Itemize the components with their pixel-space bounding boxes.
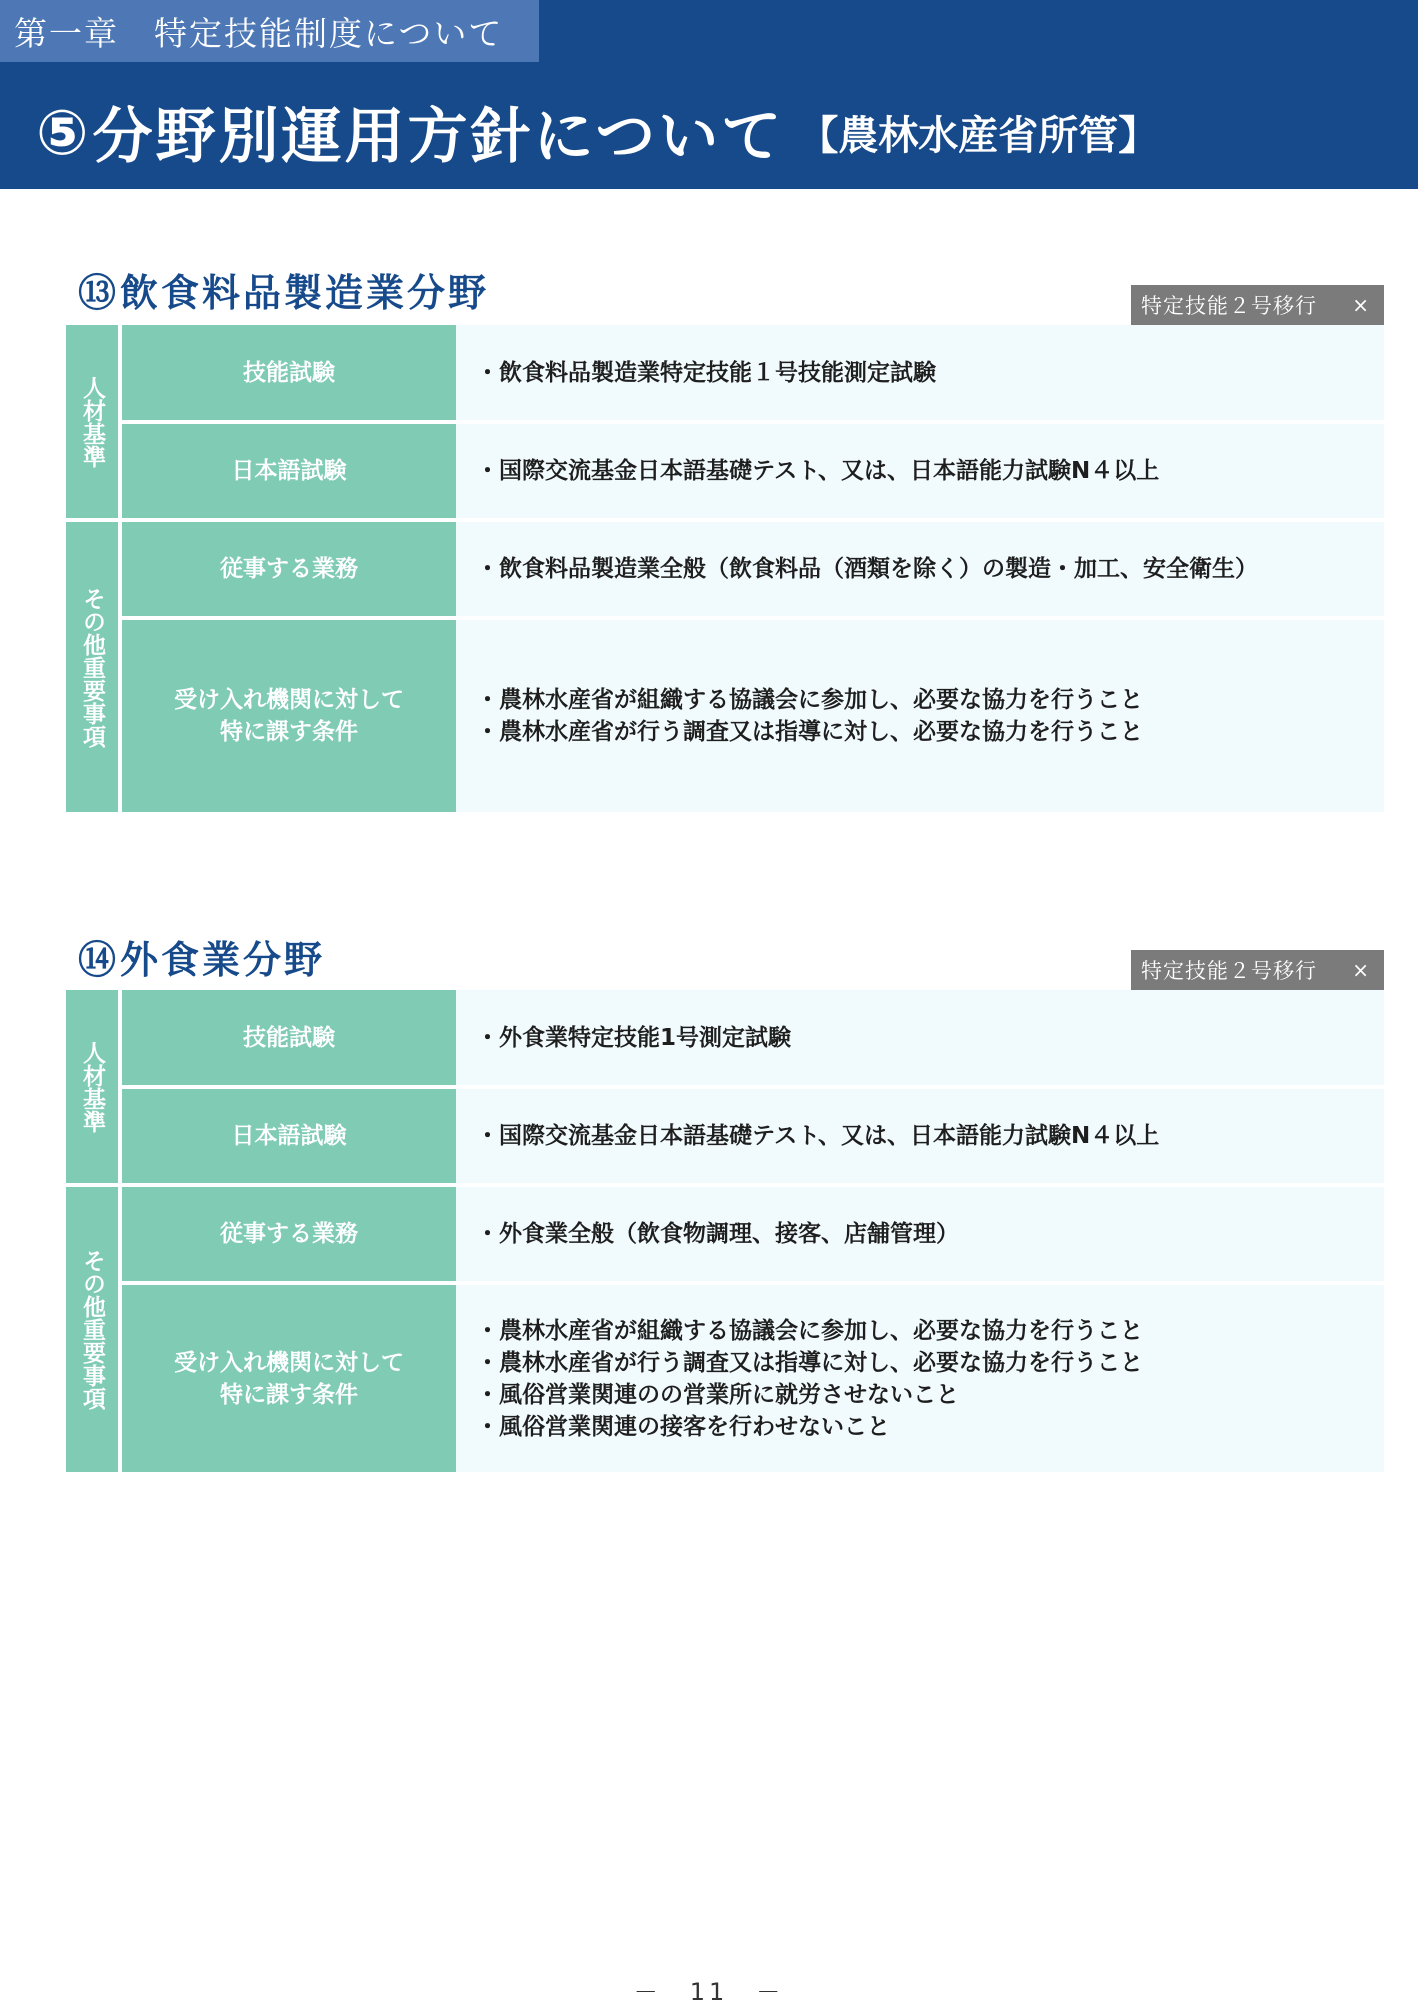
- row-value: [456, 1089, 1384, 1183]
- value-line: ・国際交流基金日本語基礎テスト、又は、日本語能力試験N４以上: [476, 458, 1160, 484]
- row-label: 従事する業務: [122, 522, 456, 616]
- row-value: [456, 1285, 1384, 1472]
- chapter-label: 第一章 特定技能制度について: [0, 0, 539, 62]
- value-line: ・風俗営業関連の接客を行わせないこと: [476, 1413, 890, 1440]
- tokutei-2-badge: [1131, 950, 1384, 990]
- section-title-text: 外食業分野: [120, 937, 326, 982]
- row-label: 技能試験: [122, 325, 456, 420]
- row-label: 従事する業務: [122, 1187, 456, 1281]
- section-title: [78, 264, 489, 314]
- category-other-matters: その他重要事項: [66, 522, 118, 812]
- category-human-resource: 人材基準: [66, 325, 118, 518]
- section-number: ⑬: [78, 270, 117, 315]
- value-line: ・飲食料品製造業特定技能１号技能測定試験: [476, 359, 936, 386]
- row-value: [456, 325, 1384, 420]
- value-line: ・風俗営業関連のの営業所に就労させないこと: [476, 1381, 959, 1408]
- value-line: ・農林水産省が組織する協議会に参加し、必要な協力を行うこと: [476, 687, 1143, 713]
- section-title: [78, 931, 325, 981]
- section-number: ⑭: [78, 937, 117, 982]
- row-value: [456, 1187, 1384, 1281]
- badge-label: 特定技能２号移行: [1141, 959, 1317, 983]
- page-title: [36, 86, 1158, 178]
- value-line: ・農林水産省が行う調査又は指導に対し、必要な協力を行うこと: [476, 719, 1143, 745]
- category-other-matters: その他重要事項: [66, 1187, 118, 1472]
- row-label: 日本語試験: [122, 1089, 456, 1183]
- title-text: 分野別運用方針について: [92, 102, 785, 172]
- row-label: 受け入れ機関に対して 特に課す条件: [122, 620, 456, 812]
- value-line: ・国際交流基金日本語基礎テスト、又は、日本語能力試験N４以上: [476, 1123, 1160, 1149]
- title-number: ⑤: [36, 95, 89, 169]
- row-label: 技能試験: [122, 990, 456, 1085]
- row-value: [456, 522, 1384, 616]
- ministry-label: 【農林水産省所管】: [798, 112, 1159, 159]
- cross-icon: ×: [1352, 958, 1370, 982]
- row-label: 日本語試験: [122, 424, 456, 518]
- row-value: [456, 990, 1384, 1085]
- badge-label: 特定技能２号移行: [1141, 294, 1317, 318]
- category-human-resource: 人材基準: [66, 990, 118, 1183]
- value-line: ・飲食料品製造業全般（飲食料品（酒類を除く）の製造・加工、安全衛生）: [476, 556, 1258, 582]
- row-label: 受け入れ機関に対して 特に課す条件: [122, 1285, 456, 1472]
- value-line: ・農林水産省が組織する協議会に参加し、必要な協力を行うこと: [476, 1317, 1143, 1344]
- cross-icon: ×: [1352, 293, 1370, 317]
- row-value: [456, 620, 1384, 812]
- page-number: － 11 －: [633, 1978, 785, 2006]
- tokutei-2-badge: [1131, 285, 1384, 325]
- section-title-text: 飲食料品製造業分野: [120, 270, 490, 315]
- row-value: [456, 424, 1384, 518]
- page-header: [0, 0, 1418, 189]
- value-line: ・外食業全般（飲食物調理、接客、店舗管理）: [476, 1221, 959, 1247]
- value-line: ・農林水産省が行う調査又は指導に対し、必要な協力を行うこと: [476, 1349, 1143, 1376]
- value-line: ・外食業特定技能1号測定試験: [476, 1024, 792, 1051]
